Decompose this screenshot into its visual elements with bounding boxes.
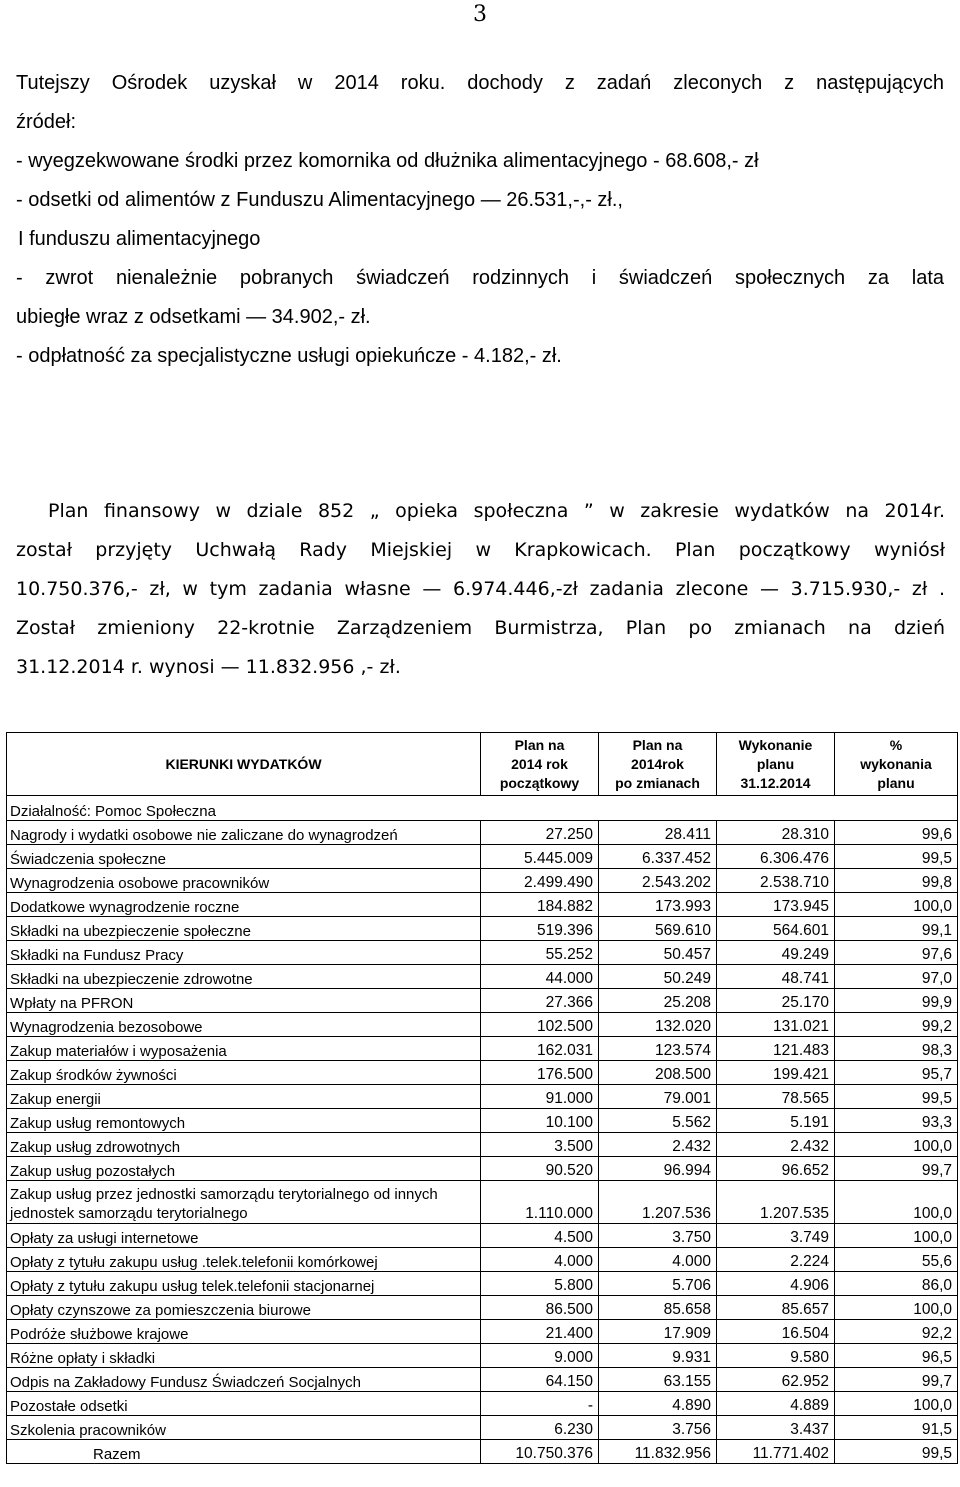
row-plan-start: 4.000 [481, 1248, 599, 1272]
header-line: Plan na [514, 736, 565, 753]
row-name: Wynagrodzenia osobowe pracowników [7, 869, 481, 893]
row-name: Wynagrodzenia bezosobowe [7, 1013, 481, 1037]
row-plan-start: 90.520 [481, 1157, 599, 1181]
row-execution: 131.021 [717, 1013, 835, 1037]
row-name: Zakup usług przez jednostki samorządu terytorialnego od innych jednostek samorządu terytorialnego [7, 1181, 481, 1224]
header-line: Plan na [632, 736, 683, 753]
row-plan-changed: 79.001 [599, 1085, 717, 1109]
text-line: 31.12.2014 r. wynosi — 11.832.956 ,- zł. [16, 656, 401, 678]
text-line: został przyjęty Uchwałą Rady Miejskiej w Krapkowicach. Plan początkowy wyniósł [16, 539, 945, 561]
row-percent: 97,6 [835, 941, 958, 965]
row-percent: 98,3 [835, 1037, 958, 1061]
row-plan-changed: 6.337.452 [599, 845, 717, 869]
row-plan-changed: 2.432 [599, 1133, 717, 1157]
row-plan-changed: 50.249 [599, 965, 717, 989]
table-row [7, 1416, 958, 1440]
row-name: Opłaty z tytułu zakupu usług telek.telefonii stacjonarnej [7, 1272, 481, 1296]
row-plan-start: - [481, 1392, 599, 1416]
row-plan-start: 1.110.000 [481, 1181, 599, 1224]
row-execution: 62.952 [717, 1368, 835, 1392]
row-plan-start: 55.252 [481, 941, 599, 965]
expenditure-table [6, 732, 958, 1464]
row-percent: 100,0 [835, 1133, 958, 1157]
row-plan-changed: 96.994 [599, 1157, 717, 1181]
row-execution: 48.741 [717, 965, 835, 989]
table-row [7, 1296, 958, 1320]
row-plan-start: 27.250 [481, 821, 599, 845]
row-execution: 4.906 [717, 1272, 835, 1296]
text-line: Został zmieniony 22-krotnie Zarządzeniem Burmistrza, Plan po zmianach na dzień [16, 617, 945, 639]
row-plan-changed: 50.457 [599, 941, 717, 965]
row-percent: 100,0 [835, 1296, 958, 1320]
row-plan-start: 184.882 [481, 893, 599, 917]
total-row [7, 1440, 958, 1464]
table-row [7, 1061, 958, 1085]
table-row [7, 1085, 958, 1109]
row-execution: 1.207.535 [717, 1181, 835, 1224]
row-name: Zakup materiałów i wyposażenia [7, 1037, 481, 1061]
row-plan-changed: 3.756 [599, 1416, 717, 1440]
row-name: Opłaty czynszowe za pomieszczenia biurowe [7, 1296, 481, 1320]
row-percent: 92,2 [835, 1320, 958, 1344]
row-plan-changed: 5.706 [599, 1272, 717, 1296]
row-plan-start: 519.396 [481, 917, 599, 941]
row-plan-changed: 25.208 [599, 989, 717, 1013]
row-percent: 100,0 [835, 1181, 958, 1224]
row-execution: 3.749 [717, 1224, 835, 1248]
row-plan-start: 6.230 [481, 1416, 599, 1440]
row-plan-start: 5.445.009 [481, 845, 599, 869]
row-plan-changed: 11.832.956 [599, 1440, 717, 1464]
table-row [7, 845, 958, 869]
row-execution: 25.170 [717, 989, 835, 1013]
row-percent: 100,0 [835, 1392, 958, 1416]
section-row [7, 796, 958, 821]
table-row [7, 1392, 958, 1416]
row-percent: 99,5 [835, 1085, 958, 1109]
row-name: Zakup energii [7, 1085, 481, 1109]
header-line: 2014 rok [511, 755, 568, 772]
row-percent: 100,0 [835, 1224, 958, 1248]
row-name: Wpłaty na PFRON [7, 989, 481, 1013]
text-line: - odpłatność za specjalistyczne usługi opiekuńcze - 4.182,- zł. [16, 345, 562, 367]
row-plan-changed: 2.543.202 [599, 869, 717, 893]
text-line: 10.750.376,- zł, w tym zadania własne — 6.974.446,-zł zadania zlecone — 3.715.930,- zł . [16, 578, 945, 600]
row-execution: 96.652 [717, 1157, 835, 1181]
table-row [7, 1224, 958, 1248]
row-execution: 49.249 [717, 941, 835, 965]
row-name: Zakup usług pozostałych [7, 1157, 481, 1181]
row-plan-start: 21.400 [481, 1320, 599, 1344]
row-percent: 91,5 [835, 1416, 958, 1440]
row-percent: 96,5 [835, 1344, 958, 1368]
row-name: Razem [7, 1440, 481, 1464]
table-row [7, 1133, 958, 1157]
table-row [7, 1248, 958, 1272]
text-line: Tutejszy Ośrodek uzyskał w 2014 roku. dochody z zadań zleconych z następujących [16, 72, 944, 94]
row-execution: 28.310 [717, 821, 835, 845]
row-execution: 2.224 [717, 1248, 835, 1272]
row-execution: 3.437 [717, 1416, 835, 1440]
row-execution: 121.483 [717, 1037, 835, 1061]
table-row [7, 1157, 958, 1181]
row-plan-start: 5.800 [481, 1272, 599, 1296]
row-execution: 6.306.476 [717, 845, 835, 869]
header-line: 31.12.2014 [740, 774, 811, 791]
row-execution: 2.538.710 [717, 869, 835, 893]
row-name: Nagrody i wydatki osobowe nie zaliczane do wynagrodzeń [7, 821, 481, 845]
row-name: Zakup usług zdrowotnych [7, 1133, 481, 1157]
row-plan-changed: 569.610 [599, 917, 717, 941]
table-row [7, 917, 958, 941]
table-row [7, 1013, 958, 1037]
table-row [7, 1344, 958, 1368]
row-execution: 2.432 [717, 1133, 835, 1157]
row-percent: 97,0 [835, 965, 958, 989]
row-percent: 93,3 [835, 1109, 958, 1133]
row-percent: 99,2 [835, 1013, 958, 1037]
row-plan-changed: 17.909 [599, 1320, 717, 1344]
row-plan-changed: 5.562 [599, 1109, 717, 1133]
row-name: Składki na Fundusz Pracy [7, 941, 481, 965]
row-percent: 99,7 [835, 1368, 958, 1392]
row-percent: 99,9 [835, 989, 958, 1013]
row-plan-start: 10.100 [481, 1109, 599, 1133]
text-line: I funduszu alimentacyjnego [18, 228, 261, 250]
row-name: Pozostałe odsetki [7, 1392, 481, 1416]
row-percent: 99,7 [835, 1157, 958, 1181]
table-header-row [7, 733, 958, 796]
row-execution: 16.504 [717, 1320, 835, 1344]
header-plan-changed [599, 733, 717, 796]
row-percent: 55,6 [835, 1248, 958, 1272]
row-plan-changed: 132.020 [599, 1013, 717, 1037]
page-number: 3 [473, 2, 487, 27]
row-name: Podróże służbowe krajowe [7, 1320, 481, 1344]
row-name: Opłaty za usługi internetowe [7, 1224, 481, 1248]
row-name: Odpis na Zakładowy Fundusz Świadczeń Socjalnych [7, 1368, 481, 1392]
row-plan-start: 2.499.490 [481, 869, 599, 893]
text-line: - wyegzekwowane środki przez komornika od dłużnika alimentacyjnego - 68.608,- zł [16, 150, 759, 172]
table-row [7, 1368, 958, 1392]
row-plan-changed: 3.750 [599, 1224, 717, 1248]
table-row [7, 1181, 958, 1224]
header-line: początkowy [499, 774, 580, 791]
row-percent: 99,5 [835, 1440, 958, 1464]
row-percent: 99,8 [835, 869, 958, 893]
row-name: Dodatkowe wynagrodzenie roczne [7, 893, 481, 917]
row-name: Świadczenia społeczne [7, 845, 481, 869]
row-execution: 9.580 [717, 1344, 835, 1368]
row-plan-start: 91.000 [481, 1085, 599, 1109]
row-plan-start: 9.000 [481, 1344, 599, 1368]
header-line: wykonania [860, 755, 932, 772]
row-percent: 86,0 [835, 1272, 958, 1296]
text-line: - odsetki od alimentów z Funduszu Alimentacyjnego — 26.531,-,- zł., [16, 189, 623, 211]
header-plan-start [481, 733, 599, 796]
row-percent: 99,1 [835, 917, 958, 941]
row-plan-start: 10.750.376 [481, 1440, 599, 1464]
text-line: źródeł: [16, 111, 77, 133]
row-plan-start: 4.500 [481, 1224, 599, 1248]
table-row [7, 1109, 958, 1133]
text-line: Plan finansowy w dziale 852 „ opieka społeczna ” w zakresie wydatków na 2014r. [48, 500, 945, 522]
table-row [7, 869, 958, 893]
header-line: planu [756, 755, 795, 772]
row-execution: 564.601 [717, 917, 835, 941]
row-plan-start: 162.031 [481, 1037, 599, 1061]
row-plan-changed: 9.931 [599, 1344, 717, 1368]
row-execution: 85.657 [717, 1296, 835, 1320]
row-plan-changed: 123.574 [599, 1037, 717, 1061]
row-plan-start: 27.366 [481, 989, 599, 1013]
row-percent: 95,7 [835, 1061, 958, 1085]
header-percent [835, 733, 958, 796]
row-plan-changed: 63.155 [599, 1368, 717, 1392]
income-paragraph [16, 64, 944, 376]
row-name: Składki na ubezpieczenie społeczne [7, 917, 481, 941]
row-plan-changed: 4.000 [599, 1248, 717, 1272]
table-row [7, 941, 958, 965]
row-percent: 99,6 [835, 821, 958, 845]
row-plan-changed: 85.658 [599, 1296, 717, 1320]
header-line: % [889, 736, 903, 753]
text-line: - zwrot nienależnie pobranych świadczeń rodzinnych i świadczeń społecznych za lata [16, 267, 944, 289]
text-line: ubiegłe wraz z odsetkami — 34.902,- zł. [16, 306, 371, 328]
row-execution: 11.771.402 [717, 1440, 835, 1464]
table-row [7, 1037, 958, 1061]
row-plan-changed: 173.993 [599, 893, 717, 917]
row-plan-changed: 4.890 [599, 1392, 717, 1416]
row-plan-start: 44.000 [481, 965, 599, 989]
header-line: Wykonanie [738, 736, 813, 753]
plan-paragraph [16, 492, 945, 687]
row-plan-start: 3.500 [481, 1133, 599, 1157]
row-name: Zakup usług remontowych [7, 1109, 481, 1133]
table-row [7, 989, 958, 1013]
row-name: Różne opłaty i składki [7, 1344, 481, 1368]
row-execution: 199.421 [717, 1061, 835, 1085]
row-percent: 99,5 [835, 845, 958, 869]
row-execution: 78.565 [717, 1085, 835, 1109]
row-name: Zakup środków żywności [7, 1061, 481, 1085]
header-line: 2014rok [631, 755, 684, 772]
row-plan-changed: 1.207.536 [599, 1181, 717, 1224]
row-name: Szkolenia pracowników [7, 1416, 481, 1440]
row-plan-changed: 208.500 [599, 1061, 717, 1085]
header-line: planu [877, 774, 915, 791]
row-name: Składki na ubezpieczenie zdrowotne [7, 965, 481, 989]
section-label: Działalność: Pomoc Społeczna [7, 796, 958, 821]
row-plan-start: 102.500 [481, 1013, 599, 1037]
table-row [7, 1272, 958, 1296]
header-directions: KIERUNKI WYDATKÓW [7, 733, 481, 796]
row-plan-start: 86.500 [481, 1296, 599, 1320]
row-execution: 4.889 [717, 1392, 835, 1416]
row-plan-start: 176.500 [481, 1061, 599, 1085]
header-line: po zmianach [615, 774, 700, 791]
row-execution: 173.945 [717, 893, 835, 917]
row-plan-changed: 28.411 [599, 821, 717, 845]
row-execution: 5.191 [717, 1109, 835, 1133]
table-row [7, 893, 958, 917]
header-execution [717, 733, 835, 796]
table-row [7, 1320, 958, 1344]
table-row [7, 821, 958, 845]
row-name: Opłaty z tytułu zakupu usług .telek.telefonii komórkowej [7, 1248, 481, 1272]
row-plan-start: 64.150 [481, 1368, 599, 1392]
row-percent: 100,0 [835, 893, 958, 917]
table-row [7, 965, 958, 989]
